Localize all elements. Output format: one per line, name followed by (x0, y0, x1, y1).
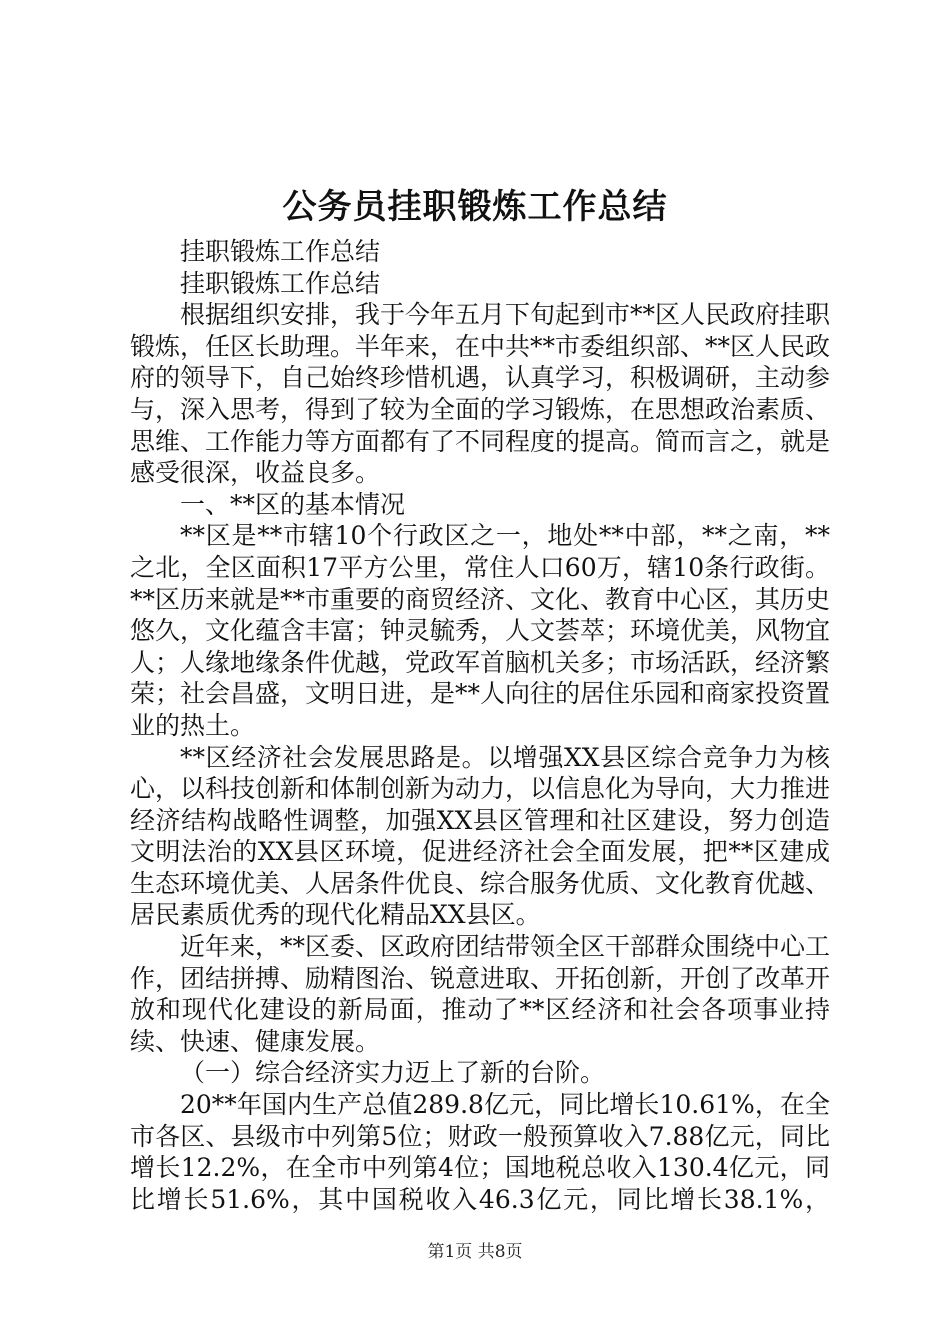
section-heading: 一、**区的基本情况 (180, 489, 406, 519)
subtitle-line: 挂职锻炼工作总结 (180, 268, 381, 298)
body-paragraph: 20**年国内生产总值289.8亿元，同比增长10.61%，在全市各区、县级市中列第5位；财政一般预算收入7.88亿元，同比增长12.2%，在全市中列第4位；国地税总收入130.4亿元，同比增长51.6%，其中国税收入46.3亿元，同比增长38.1%， (130, 1090, 830, 1214)
body-paragraph: **区经济社会发展思路是。以增强XX县区综合竞争力为核心，以科技创新和体制创新为动力，以信息化为导向，大力推进经济结构战略性调整，加强XX县区管理和社区建设，努力创造文明法治的XX县区环境，促进经济社会全面发展，把**区建成生态环境优美、人居条件优良、综合服务优质、文化教育优越、居民素质优秀的现代化精品XX县区。 (130, 742, 831, 930)
body-paragraph: 近年来，**区委、区政府团结带领全区干部群众围绕中心工作，团结拼搏、励精图治、锐意进取、开拓创新，开创了改革开放和现代化建设的新局面，推动了**区经济和社会各项事业持续、快速、健康发展。 (130, 932, 831, 1056)
subtitle-line: 挂职锻炼工作总结 (180, 237, 381, 266)
body-paragraph: 根据组织安排，我于今年五月下旬起到市**区人民政府挂职锻炼，任区长助理。半年来，在中共**市委组织部、**区人民政府的领导下，自己始终珍惜机遇，认真学习，积极调研，主动参与，深入思考，得到了较为全面的学习锻炼，在思想政治素质、思维、工作能力等方面都有了不同程度的提高。简而言之，就是感受很深，收益良多。 (130, 300, 831, 488)
document-title: 公务员挂职锻炼工作总结 (282, 187, 668, 227)
document-body (130, 236, 830, 1215)
page-number-footer: 第1页 共8页 (427, 1242, 523, 1262)
subsection-heading: （一）综合经济实力迈上了新的台阶。 (180, 1058, 606, 1088)
body-paragraph: **区是**市辖10个行政区之一，地处**中部，**之南，**之北，全区面积17平方公里，常住人口60万，辖10条行政街。**区历来就是**市重要的商贸经济、文化、教育中心区，其历史悠久，文化蕴含丰富；钟灵毓秀，人文荟萃；环境优美，风物宜人；人缘地缘条件优越，党政军首脑机关多；市场活跃，经济繁荣；社会昌盛，文明日进，是**人向往的居住乐园和商家投资置业的热土。 (130, 521, 831, 740)
